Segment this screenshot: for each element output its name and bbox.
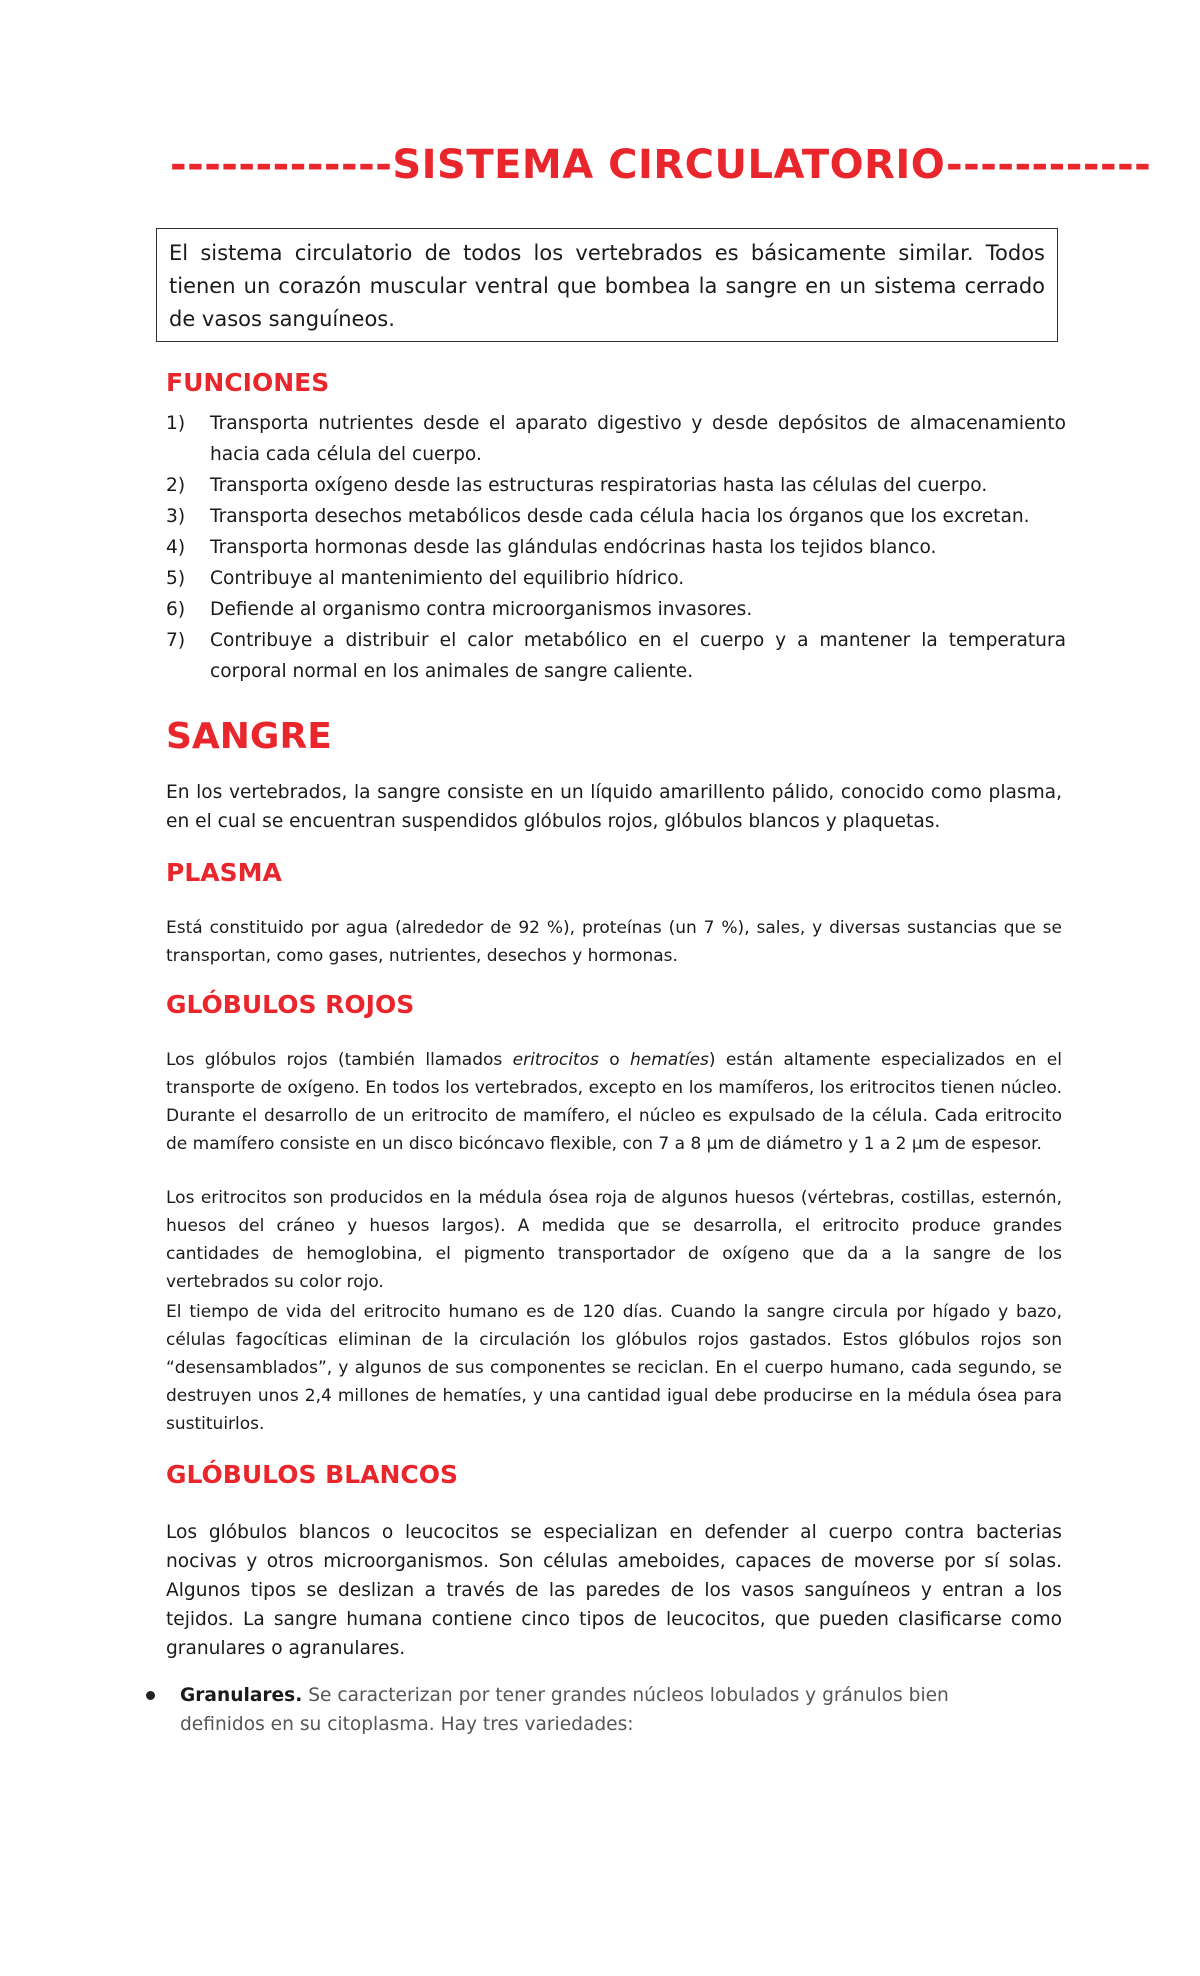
item-number: 4) xyxy=(166,537,186,558)
sangre-paragraph: En los vertebrados, la sangre consiste en un líquido amarillento pálido, conocido como plasma, en el cual se encuentran suspendidos glóbulos rojos, glóbulos blancos y plaquetas. xyxy=(166,782,1062,832)
heading-globulos-blancos: GLÓBULOS BLANCOS xyxy=(166,1460,459,1489)
item-text: Defiende al organismo contra microorganismos invasores. xyxy=(210,599,753,620)
globulos-rojos-paragraph-2: Los eritrocitos son producidos en la médula ósea roja de algunos huesos (vértebras, costillas, esternón, huesos del cráneo y huesos largos). A medida que se desarrolla, el eritrocito produce grandes cantidades de hemoglobina, el pigmento transportador de oxígeno que da a la sangre de los vertebrados su color rojo. xyxy=(166,1188,1062,1292)
list-item xyxy=(166,532,1066,563)
page-title: -------------SISTEMA CIRCULATORIO------------ xyxy=(170,142,1152,188)
term-hematies: hematíes xyxy=(630,1050,709,1070)
item-text: Transporta nutrientes desde el aparato digestivo y desde depósitos de almacenamiento hacia cada célula del cuerpo. xyxy=(210,413,1066,465)
intro-box: El sistema circulatorio de todos los vertebrados es básicamente similar. Todos tienen un corazón muscular ventral que bombea la sangre en un sistema cerrado de vasos sanguíneos. xyxy=(156,228,1058,342)
item-number: 7) xyxy=(166,630,186,651)
list-item xyxy=(166,501,1066,532)
item-text: Transporta oxígeno desde las estructuras respiratorias hasta las células del cuerpo. xyxy=(210,475,988,496)
globulos-rojos-paragraph-1 xyxy=(166,1046,1062,1158)
bullet-granulares xyxy=(146,1681,1006,1739)
text-span: ) están altamente especializados en el transporte de oxígeno. En todos los vertebrados, excepto en los mamíferos, los eritrocitos tienen núcleo. Durante el desarrollo de un eritrocito de mamífero, el núcleo es expulsado de la célula. Cada eritrocito de mamífero consiste en un disco bicóncavo flexible, con 7 a 8 µm de diámetro y 1 a 2 µm de espesor. xyxy=(166,1050,1062,1154)
item-number: 6) xyxy=(166,599,186,620)
list-item xyxy=(166,625,1066,687)
item-text: Contribuye al mantenimiento del equilibrio hídrico. xyxy=(210,568,685,589)
globulos-rojos-paragraph-3: El tiempo de vida del eritrocito humano es de 120 días. Cuando la sangre circula por hígado y bazo, células fagocíticas eliminan de la circulación los glóbulos rojos gastados. Estos glóbulos rojos son “desensamblados”, y algunos de sus componentes se reciclan. En el cuerpo humano, cada segundo, se destruyen unos 2,4 millones de hematíes, y una cantidad igual debe producirse en la médula ósea para sustituirlos. xyxy=(166,1302,1062,1434)
text-span: Los glóbulos rojos (también llamados xyxy=(166,1050,513,1070)
bullet-body: Se caracterizan por tener grandes núcleos lobulados y gránulos bien definidos en su citoplasma. Hay tres variedades: xyxy=(180,1685,949,1735)
item-text: Transporta hormonas desde las glándulas endócrinas hasta los tejidos blanco. xyxy=(210,537,937,558)
heading-funciones: FUNCIONES xyxy=(166,368,330,397)
list-item xyxy=(166,563,1066,594)
list-item xyxy=(166,408,1066,470)
text-span: o xyxy=(598,1050,630,1070)
item-text: Contribuye a distribuir el calor metabólico en el cuerpo y a mantener la temperatura corporal normal en los animales de sangre caliente. xyxy=(210,630,1066,682)
bullet-text xyxy=(180,1681,1006,1739)
list-item xyxy=(166,594,1066,625)
bullet-dot-icon xyxy=(146,1691,155,1700)
plasma-paragraph: Está constituido por agua (alrededor de 92 %), proteínas (un 7 %), sales, y diversas sustancias que se transportan, como gases, nutrientes, desechos y hormonas. xyxy=(166,918,1062,966)
bullet-label: Granulares. xyxy=(180,1685,303,1706)
globulos-blancos-paragraph: Los glóbulos blancos o leucocitos se especializan en defender al cuerpo contra bacterias nocivas y otros microorganismos. Son células ameboides, capaces de moverse por sí solas. Algunos tipos se deslizan a través de las paredes de los vasos sanguíneos y entran a los tejidos. La sangre humana contiene cinco tipos de leucocitos, que pueden clasificarse como granulares o agranulares. xyxy=(166,1522,1062,1659)
heading-sangre: SANGRE xyxy=(166,716,332,757)
item-text: Transporta desechos metabólicos desde cada célula hacia los órganos que los excretan. xyxy=(210,506,1030,527)
term-eritrocitos: eritrocitos xyxy=(512,1050,599,1070)
list-item xyxy=(166,470,1066,501)
item-number: 5) xyxy=(166,568,186,589)
heading-plasma: PLASMA xyxy=(166,858,282,887)
item-number: 1) xyxy=(166,413,186,434)
heading-globulos-rojos: GLÓBULOS ROJOS xyxy=(166,990,415,1019)
funciones-list xyxy=(166,408,1066,687)
item-number: 3) xyxy=(166,506,186,527)
item-number: 2) xyxy=(166,475,186,496)
